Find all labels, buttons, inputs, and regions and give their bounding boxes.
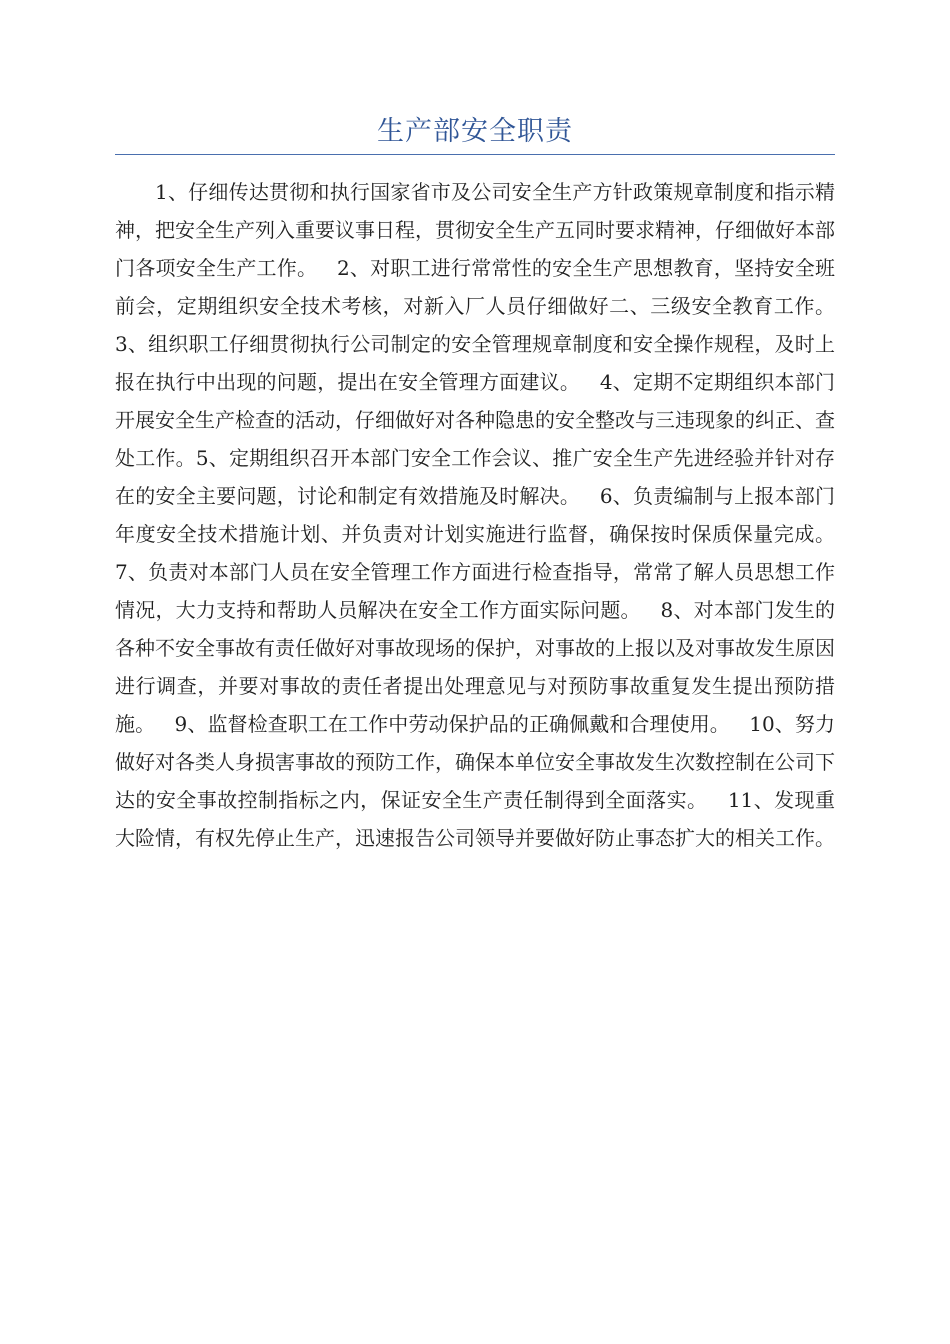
document-body: 1、仔细传达贯彻和执行国家省市及公司安全生产方针政策规章制度和指示精神，把安全生产列入重要议事日程，贯彻安全生产五同时要求精神，仔细做好本部门各项安全生产工作。 2、对职工进行常常性的安全生产思想教育，坚持安全班前会，定期组织安全技术考核，对新入厂人员仔细做好二、三级安全教育工作。 3、组织职工仔细贯彻执行公司制定的安全管理规章制度和安全操作规程，及时上报在执行中出现的问题，提出在安全管理方面建议。 4、定期不定期组织本部门开展安全生产检查的活动，仔细做好对各种隐患的安全整改与三违现象的纠正、查处工作。5、定期组织召开本部门安全工作会议、推广安全生产先进经验并针对存在的安全主要问题，讨论和制定有效措施及时解决。 6、负责编制与上报本部门年度安全技术措施计划、并负责对计划实施进行监督，确保按时保质保量完成。 7、负责对本部门人员在安全管理工作方面进行检查指导，常常了解人员思想工作情况，大力支持和帮助人员解决在安全工作方面实际问题。 8、对本部门发生的各种不安全事故有责任做好对事故现场的保护，对事故的上报以及对事故发生原因进行调查，并要对事故的责任者提出处理意见与对预防事故重复发生提出预防措施。 9、监督检查职工在工作中劳动保护品的正确佩戴和合理使用。 10、努力做好对各类人身损害事故的预防工作，确保本单位安全事故发生次数控制在公司下达的安全事故控制指标之内，保证安全生产责任制得到全面落实。 11、发现重大险情，有权先停止生产，迅速报告公司领导并要做好防止事态扩大的相关工作。: [115, 180, 855, 850]
title-underline: [115, 154, 835, 155]
document-title: 生产部安全职责: [377, 116, 573, 147]
